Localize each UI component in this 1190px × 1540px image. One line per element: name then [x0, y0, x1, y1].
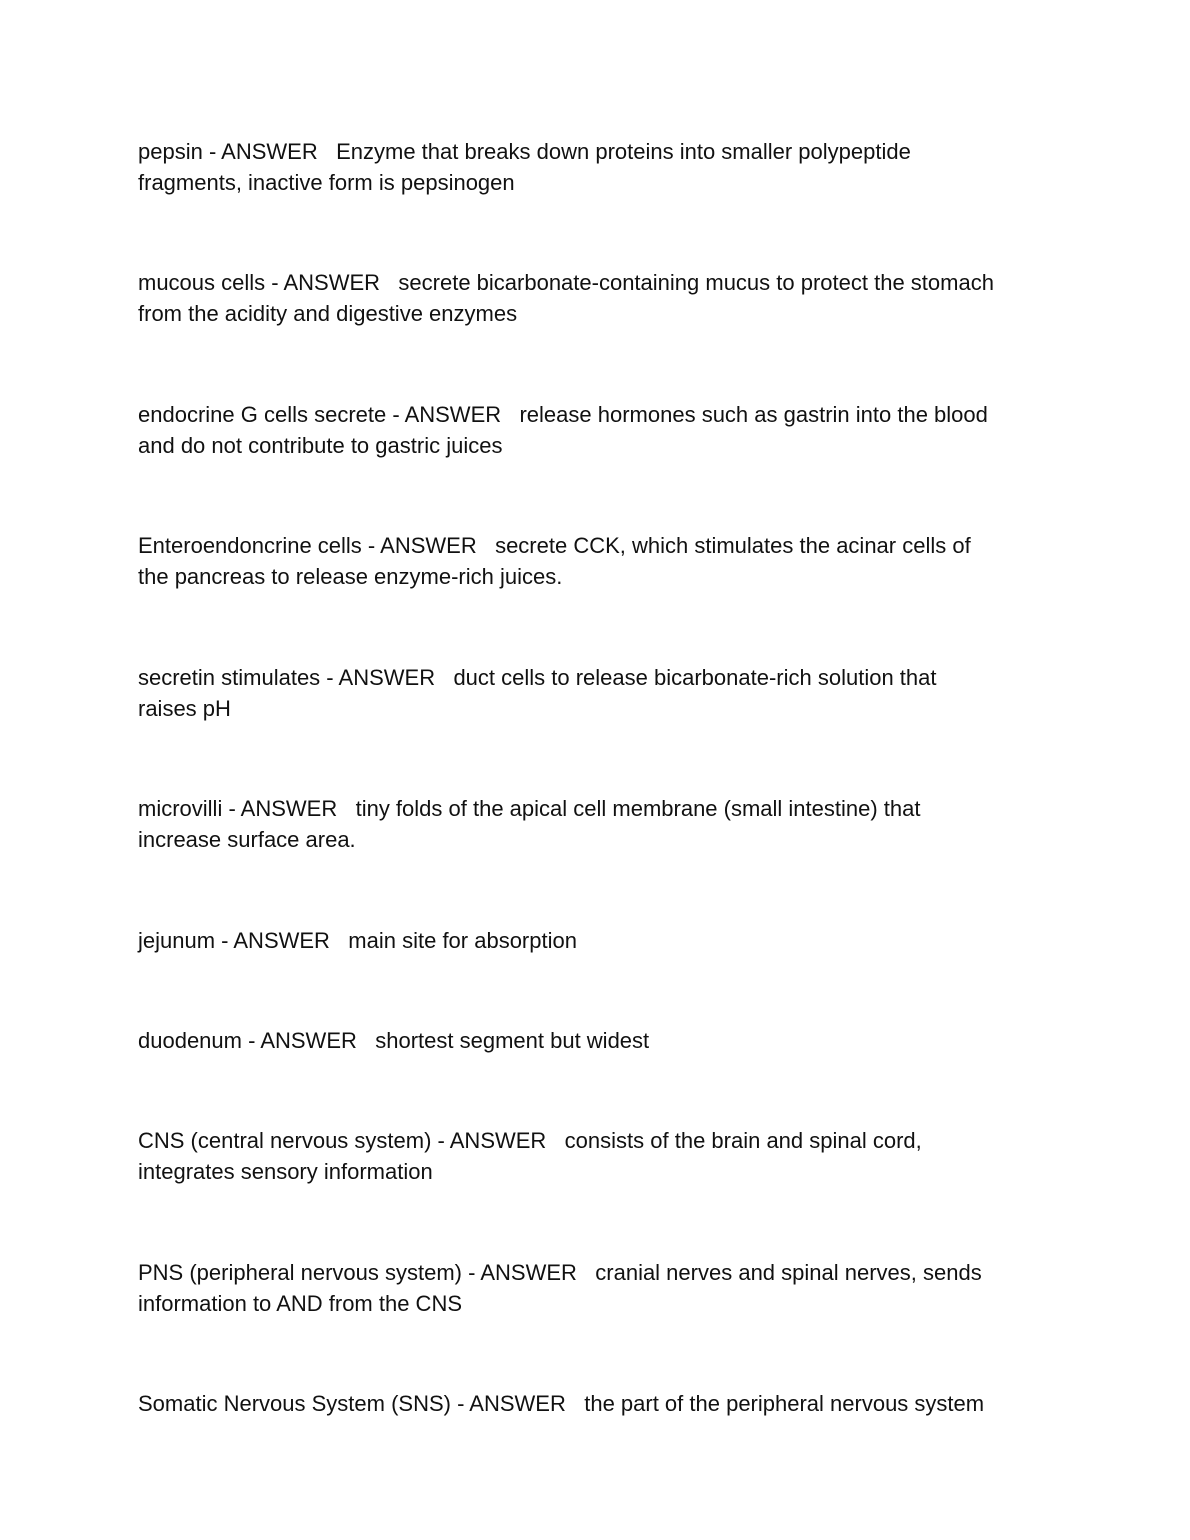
entry-term: CNS (central nervous system)	[138, 1128, 432, 1153]
entry-answer: Enzyme that breaks down proteins into smaller polypeptide fragments, inactive form is pepsinogen	[138, 139, 911, 195]
entry-term: mucous cells	[138, 270, 266, 295]
entry-answer: cranial nerves and spinal nerves, sends information to AND from the CNS	[138, 1260, 982, 1316]
flashcard-entry-pepsin	[138, 136, 1058, 198]
entry-answer: secrete CCK, which stimulates the acinar cells of the pancreas to release enzyme-rich juices.	[138, 533, 971, 589]
flashcard-entry-duodenum	[138, 1025, 1058, 1056]
answer-separator: - ANSWER	[265, 270, 399, 295]
answer-separator: - ANSWER	[202, 139, 337, 164]
entry-term: endocrine G cells secrete	[138, 402, 387, 427]
entry-term: duodenum	[138, 1028, 242, 1053]
entry-answer: the part of the peripheral nervous system	[584, 1391, 985, 1416]
entry-term: PNS (peripheral nervous system)	[138, 1260, 463, 1285]
entry-term: pepsin	[138, 139, 203, 164]
flashcard-entry-microvilli	[138, 793, 1058, 855]
flashcard-entry-enteroendocrine-cells	[138, 530, 1058, 592]
answer-separator: - ANSWER	[222, 796, 356, 821]
answer-separator: - ANSWER	[215, 928, 349, 953]
answer-separator: - ANSWER	[462, 1260, 596, 1285]
answer-separator: - ANSWER	[450, 1391, 585, 1416]
answer-separator: - ANSWER	[431, 1128, 565, 1153]
flashcard-entry-endocrine-g-cells	[138, 399, 1058, 461]
entry-answer: main site for absorption	[348, 928, 577, 953]
entry-term: microvilli	[138, 796, 223, 821]
entry-answer: duct cells to release bicarbonate-rich solution that raises pH	[138, 665, 937, 721]
entry-term: Somatic Nervous System (SNS)	[138, 1391, 451, 1416]
entry-answer: secrete bicarbonate-containing mucus to protect the stomach from the acidity and digestive enzymes	[138, 270, 994, 326]
flashcard-entry-cns	[138, 1125, 1058, 1187]
answer-separator: - ANSWER	[320, 665, 454, 690]
entry-term: jejunum	[138, 928, 216, 953]
flashcard-entry-pns	[138, 1257, 1058, 1319]
flashcard-entry-secretin	[138, 662, 1058, 724]
answer-separator: - ANSWER	[386, 402, 520, 427]
answer-separator: - ANSWER	[241, 1028, 376, 1053]
flashcard-entry-jejunum	[138, 925, 1058, 956]
entry-answer: release hormones such as gastrin into the blood and do not contribute to gastric juices	[138, 402, 988, 458]
entry-answer: tiny folds of the apical cell membrane (small intestine) that increase surface area.	[138, 796, 921, 852]
entry-answer: shortest segment but widest	[375, 1028, 650, 1053]
entry-term: Enteroendoncrine cells	[138, 533, 362, 558]
answer-separator: - ANSWER	[361, 533, 496, 558]
entry-answer: consists of the brain and spinal cord, integrates sensory information	[138, 1128, 922, 1184]
flashcard-entry-mucous-cells	[138, 267, 1058, 329]
entry-term: secretin stimulates	[138, 665, 321, 690]
flashcard-entry-somatic-nervous-system	[138, 1388, 1058, 1419]
